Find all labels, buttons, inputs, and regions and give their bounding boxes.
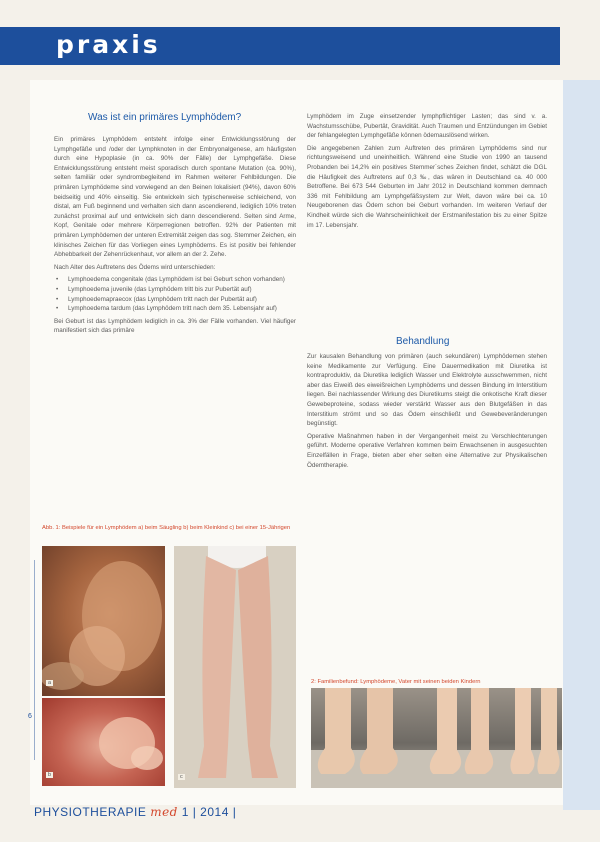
- paragraph: Zur kausalen Behandlung von primären (auch sekundären) Lymphödemen stehen keine Medikamente zur Verfügung. Eine Dauermedikation mit Diuretika ist kontraproduktiv, da Diuretika lediglich Wasser und Elektrolyte ausschwemmen, nicht aber das Eiweiß des eiweißreichen Lymphödems und dessen Bindung im Interstitium liegen. Bei nachlassender Wirkung des Diuretikums steigt die onkotische Kraft dieser Gewebeproteine, sodass wieder verstärkt Wasser aus den Blutgefäßen in das Interstitium strömt und so das Ödem einschließt und Gewebeveränderungen begünstigt.: [307, 353, 547, 428]
- list-item: • Lymphoedema juvenile (das Lymphödem tritt bis zur Pubertät auf): [54, 285, 296, 295]
- left-column: [54, 135, 296, 339]
- photo-label-a: a: [48, 680, 52, 686]
- heading-treatment: Behandlung: [396, 336, 450, 347]
- legs-illustration: [174, 546, 296, 788]
- photo-toddler-feet: [42, 698, 165, 786]
- paragraph: Lymphödem im Zuge einsetzender lymphpflichtiger Lasten; das sind v. a. Wachstumsschübe, Pubertät, Gravidität. Auch Traumen und Entzündungen im Gebiet der fehlangelegten Lymphgefäße können ödemauslösend wirken.: [307, 113, 547, 140]
- paragraph: Bei Geburt ist das Lymphödem lediglich in ca. 3% der Fälle vorhanden. Viel häufiger manifestiert sich das primäre: [54, 317, 296, 335]
- journal-brand: med: [150, 805, 178, 819]
- paragraph: Operative Maßnahmen haben in der Vergangenheit meist zu Verschlechterungen geführt. Moderne operative Verfahren kommen beim Erwachsenen in ausgesuchten Einzelfällen in Frage, bieten aber eher selten eine Alternative zur Physikalischen Ödemtherapie.: [307, 432, 547, 469]
- list-item: • Lymphoedema tardum (das Lymphödem tritt nach dem 35. Lebensjahr auf): [54, 304, 296, 314]
- figure-caption-2: 2: Familienbefund: Lymphödeme, Vater mit seinen beiden Kindern: [311, 679, 481, 685]
- section-title: praxis: [56, 30, 161, 59]
- foot-illustration: [42, 546, 165, 696]
- list-item: • Lymphoedema congenitale (das Lymphödem ist bei Geburt schon vorhanden): [54, 275, 296, 285]
- photo-label-c: c: [180, 774, 183, 780]
- family-feet-illustration: [311, 688, 562, 788]
- page-edge-strip: [563, 80, 600, 810]
- onset-list: [54, 275, 296, 313]
- paragraph: Die angegebenen Zahlen zum Auftreten des primären Lymphödems sind nur richtungsweisend und uneinheitlich. Während eine Studie von 1990 an tausend Probanden bei 14,2% ein positives Stemmer´sches Zeichen findet, schätzt die DGL die Häufigkeit des Auftretens auf 0,3 ‰, das wären in Deutschland ca. 40 000 Betroffene. Bei 673 544 Geburten im Jahr 2012 in Deutschland kommen demnach 336 mit Fehlbildung am Lymphgefäßsystem zur Welt, davon wäre bei ca. 10 Neugeborenen das Ödem schon bei Geburt vorhanden. Im weiteren Verlauf der Kindheit würde sich die Wahrscheinlichkeit der Erstmanifestation bis zu einer Spitze im 17. Lebensjahr.: [307, 144, 547, 229]
- margin-rule: [34, 560, 35, 760]
- issue-number: 1 | 2014 |: [181, 805, 237, 819]
- photo-label-b: b: [48, 772, 52, 778]
- right-column: [307, 112, 547, 233]
- footer: [34, 805, 236, 819]
- page-number: 6: [28, 713, 32, 720]
- treatment-column: [307, 352, 547, 473]
- photo-family-feet: [311, 688, 562, 788]
- photo-infant-foot: [42, 546, 165, 696]
- feet-illustration: [42, 698, 165, 786]
- figure-caption-1: Abb. 1: Beispiele für ein Lymphödem a) beim Säugling b) beim Kleinkind c) bei einer 15-Jährigen: [42, 525, 291, 531]
- paragraph: Ein primäres Lymphödem entsteht infolge einer Entwicklungsstörung der Lymphgefäße und /oder der Lymphknoten in der Embryonalgenese, am häufigsten durch eine Hypoplasie (in ca. 90% der Fälle) der Lymphgefäße. Diese Entwicklungsstörung entsteht meist sporadisch durch spontane Mutation (ca. 90%), selten familiär oder syndrombegleitend im Rahmen weiterer Fehlbildungen. Die primären Lymphödeme sind vorwiegend an den Beinen lokalisiert (94%), davon 60% beidseitig und 40% einseitig. Sie entwickeln sich typischerweise schleichend, von distal, am Fuß beginnend und verhalten sich dann ascendierend, lediglich 10% treten zunächst proximal auf und entwickeln sich dann descendierend. Selten sind Arme, Kopf, Genitale oder mehrere Körperregionen betroffen. 92% der Patienten mit primären Lymphödemen der unteren Extremität zeigen das sog. Stemmer Zeichen, ein klinisches Zeichen für das Vorliegen eines Lymphödems. Es ist positiv bei fehlender Abhebbarkeit der Zehenrückenhaut, vor allem an der 2. Zehe.: [54, 136, 296, 259]
- journal-name: PHYSIOTHERAPIE: [34, 805, 147, 819]
- heading-primary-lymphedema: Was ist ein primäres Lymphödem?: [88, 112, 242, 123]
- photo-teen-legs: [174, 546, 296, 788]
- list-item: • Lymphoedemapraecox (das Lymphödem tritt nach der Pubertät auf): [54, 295, 296, 305]
- paragraph: Nach Alter des Auftretens des Ödems wird unterschieden:: [54, 263, 216, 271]
